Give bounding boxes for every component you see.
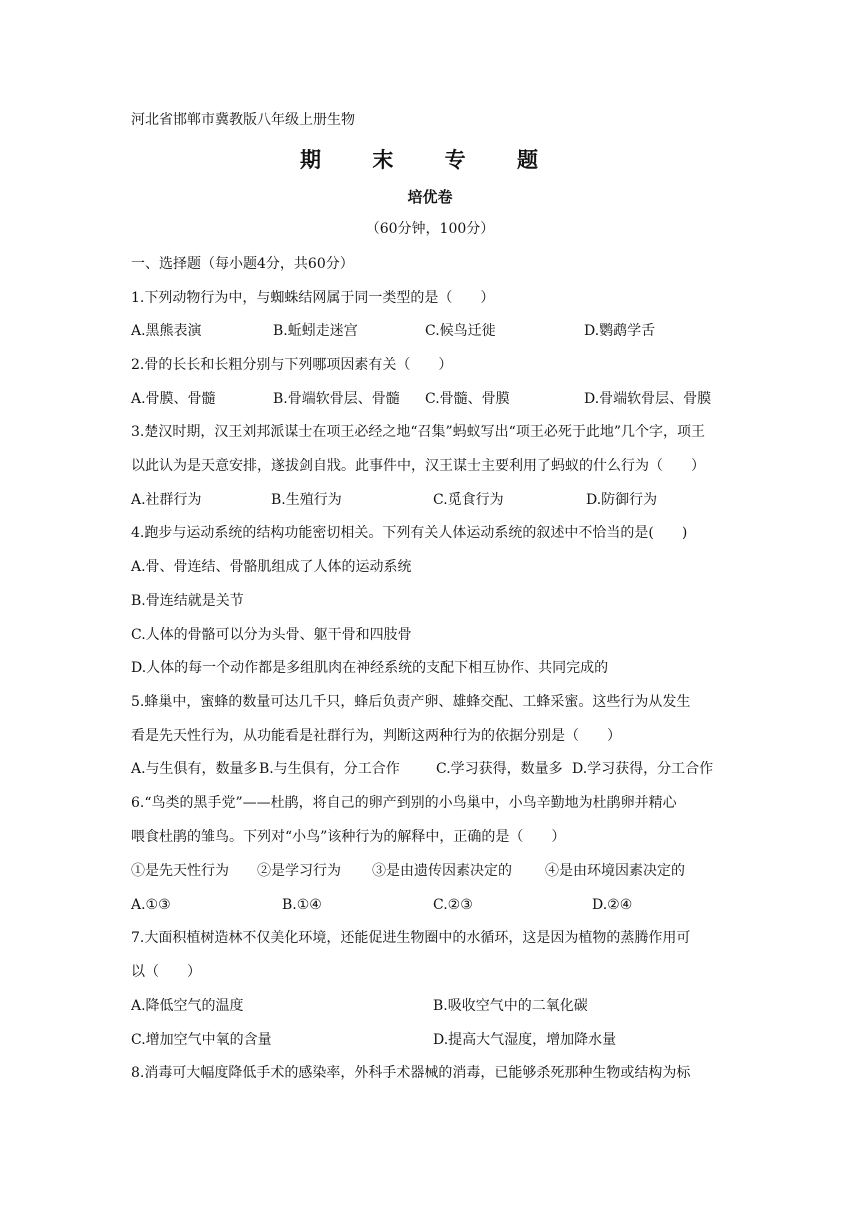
option-c: C.骨髓、骨膜	[425, 391, 510, 407]
option-d: D.学习获得，分工合作	[572, 761, 714, 777]
document-header: 河北省邯郸市冀教版八年级上册生物	[131, 112, 355, 128]
option-a: A.黑熊表演	[131, 323, 202, 339]
option-d: D.人体的每一个动作都是多组肌肉在神经系统的支配下相互协作、共同完成的	[131, 660, 609, 676]
option-a: A.骨膜、骨髓	[131, 391, 216, 407]
option-a: A.降低空气的温度	[131, 998, 244, 1014]
option-b: B.骨端软骨层、骨髓	[273, 391, 400, 407]
option-d: D.鹦鹉学舌	[584, 323, 656, 339]
question-4-text: 4.跑步与运动系统的结构功能密切相关。下列有关人体运动系统的叙述中不恰当的是( )	[131, 525, 688, 541]
question-7-text: 7.大面积植树造林不仅美化环境，还能促进生物圈中的水循环，这是因为植物的蒸腾作用可	[131, 930, 691, 946]
question-5-text: 5.蜂巢中，蜜蜂的数量可达几千只，蜂后负责产卵、雄蜂交配、工蜂采蜜。这些行为从发生	[131, 694, 691, 710]
statement-2: ②是学习行为	[257, 863, 341, 879]
option-c: C.增加空气中氧的含量	[131, 1032, 272, 1048]
option-b: B.①④	[282, 897, 322, 913]
statement-4: ④是由环境因素决定的	[545, 863, 685, 879]
question-3-text-cont: 以此认为是天意安排，遂拔剑自戕。此事件中，汉王谋士主要利用了蚂蚁的什么行为（ ）	[131, 458, 705, 474]
document-title: 期 末 专 题	[300, 147, 560, 172]
question-6-text: 6.“鸟类的黑手党”——杜鹃，将自己的卵产到别的小鸟巢中，小鸟辛勤地为杜鹃卵并精心	[131, 795, 677, 811]
option-a: A.社群行为	[131, 492, 202, 508]
option-d: D.提高大气湿度，增加降水量	[433, 1032, 617, 1048]
option-c: C.觅食行为	[433, 492, 504, 508]
question-7-text-cont: 以（ ）	[131, 964, 201, 980]
option-b: B.吸收空气中的二氧化碳	[433, 998, 588, 1014]
option-d: D.②④	[592, 897, 633, 913]
option-d: D.骨端软骨层、骨膜	[584, 391, 712, 407]
question-2-text: 2.骨的长长和长粗分别与下列哪项因素有关（ ）	[131, 357, 453, 373]
option-a: A.与生俱有，数量多	[131, 761, 258, 777]
option-c: C.②③	[433, 897, 473, 913]
option-d: D.防御行为	[586, 492, 658, 508]
option-b: B.骨连结就是关节	[131, 593, 244, 609]
option-c: C.学习获得，数量多	[436, 761, 563, 777]
exam-time-score: （60分钟，100分）	[365, 221, 495, 237]
option-a: A.①③	[131, 897, 171, 913]
option-c: C.人体的骨骼可以分为头骨、躯干骨和四肢骨	[131, 627, 412, 643]
option-a: A.骨、骨连结、骨骼肌组成了人体的运动系统	[131, 559, 412, 575]
section-heading: 一、选择题（每小题4分，共60分）	[131, 256, 354, 272]
option-b: B.生殖行为	[271, 492, 342, 508]
question-1-text: 1.下列动物行为中，与蜘蛛结网属于同一类型的是（ ）	[131, 290, 495, 306]
document-subtitle: 培优卷	[407, 188, 453, 206]
question-5-text-cont: 看是先天性行为，从功能看是社群行为，判断这两种行为的依据分别是（ ）	[131, 728, 621, 744]
option-b: B.与生俱有，分工合作	[259, 761, 400, 777]
option-c: C.候鸟迁徙	[425, 323, 496, 339]
option-b: B.蚯蚓走迷宫	[273, 323, 358, 339]
question-3-text: 3.楚汉时期，汉王刘邦派谋士在项王必经之地“召集”蚂蚁写出“项王必死于此地”几个字，项王	[131, 424, 705, 440]
question-6-text-cont: 喂食杜鹃的雏鸟。下列对“小鸟”该种行为的解释中，正确的是（ ）	[131, 829, 566, 845]
question-8-text: 8.消毒可大幅度降低手术的感染率，外科手术器械的消毒，已能够杀死那种生物或结构为标	[131, 1065, 691, 1081]
statement-1: ①是先天性行为	[131, 863, 229, 879]
statement-3: ③是由遗传因素决定的	[372, 863, 512, 879]
